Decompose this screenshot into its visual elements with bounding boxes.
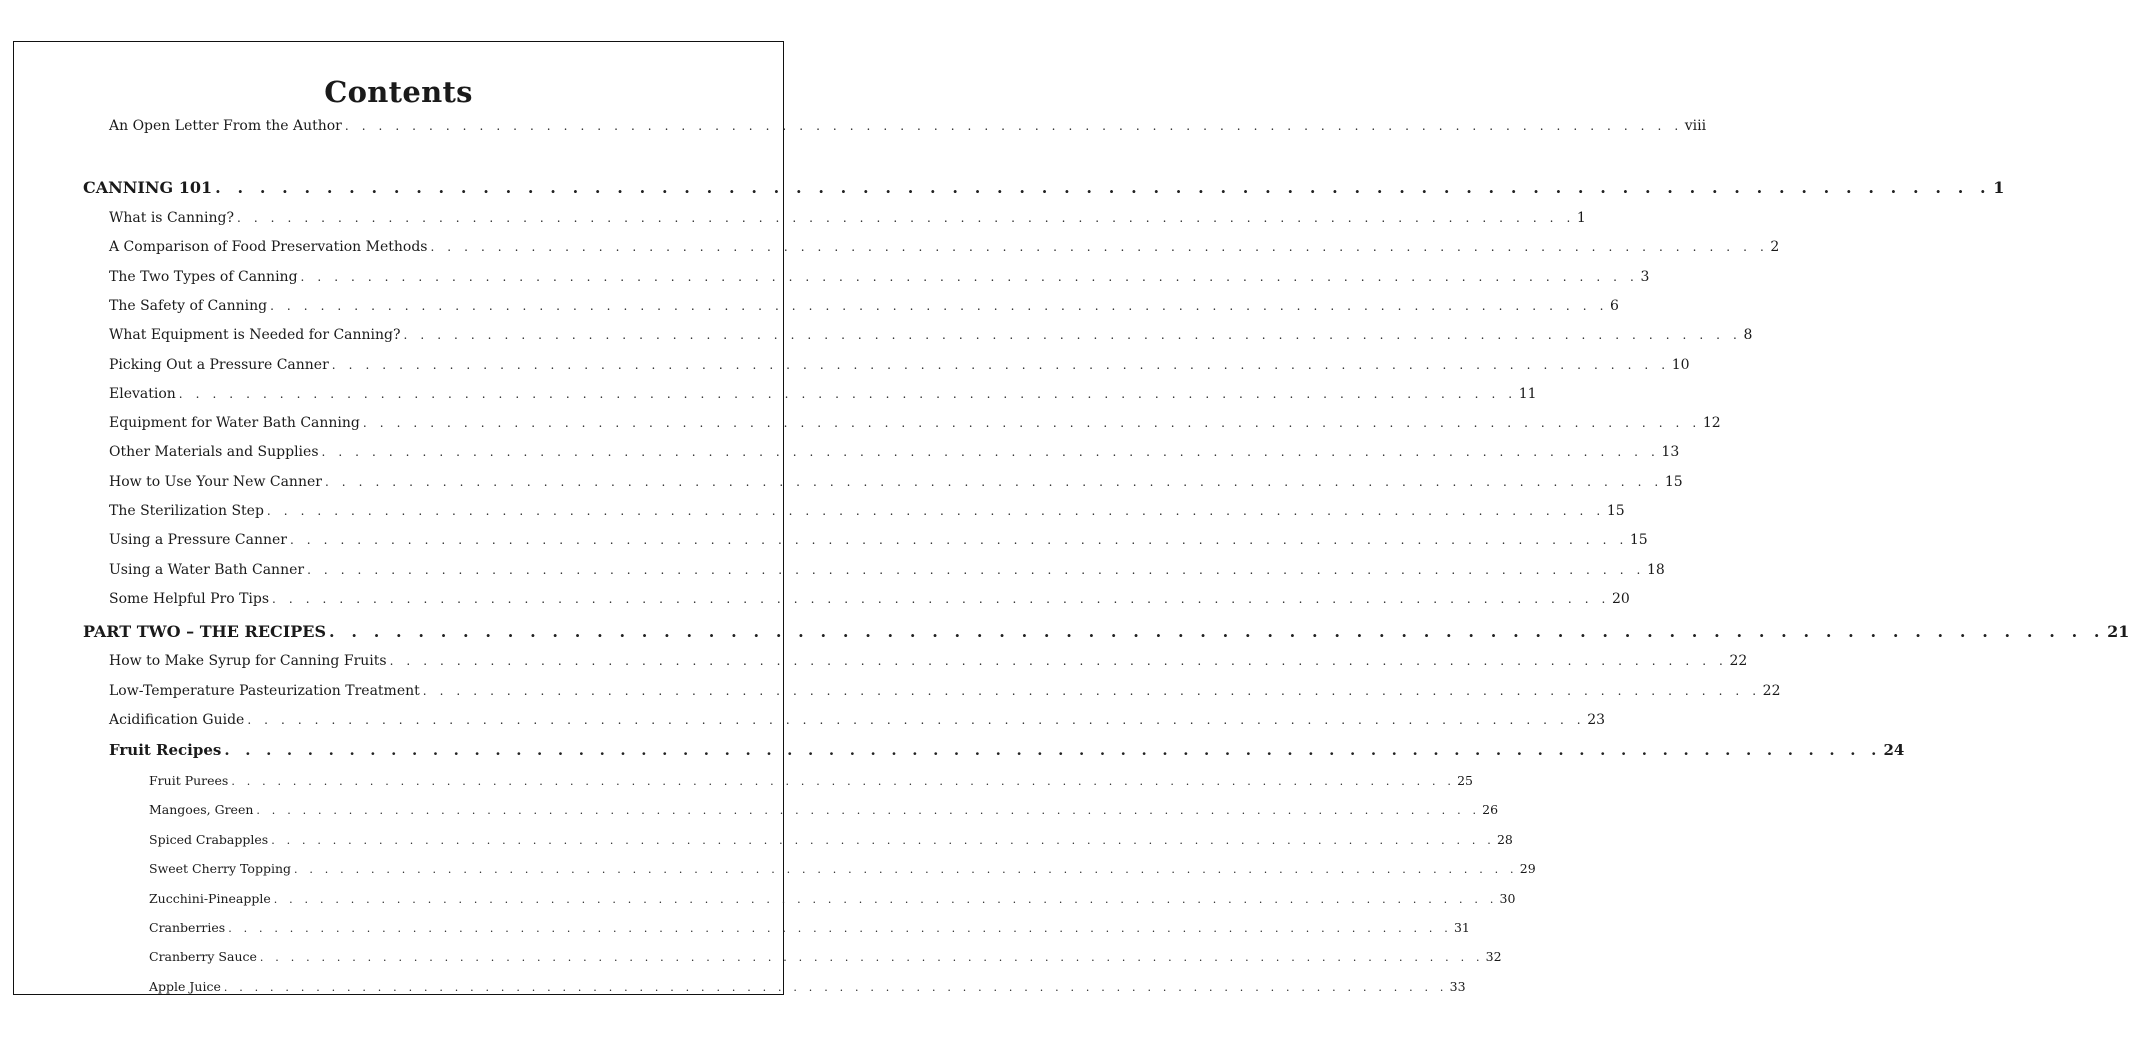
toc-page-number: 15 xyxy=(1664,473,1683,490)
toc-entry-recipe[interactable] xyxy=(149,802,1499,818)
toc-page-number: 29 xyxy=(1519,861,1536,877)
toc-entry[interactable] xyxy=(109,210,1586,226)
toc-page-number: 22 xyxy=(1762,682,1781,699)
toc-page-number: 31 xyxy=(1453,920,1470,935)
toc-entry[interactable] xyxy=(109,297,1619,314)
toc-page-number: 22 xyxy=(1729,653,1748,669)
toc-page-number: 13 xyxy=(1661,444,1680,461)
toc-entry[interactable] xyxy=(109,503,1625,519)
dot-leader: . . . . . . . . . . . . . . . . . . . . . . . . . . . . . . . . . . . . . . . . . . . . . . . . . . . . . . . . . . . . . . . . . . . . . . . . . . . . . . . . xyxy=(272,591,1610,606)
toc-entry[interactable] xyxy=(109,653,1748,669)
toc-page-number: 6 xyxy=(1610,297,1619,314)
toc-entry-title[interactable]: Spiced Crabapples xyxy=(149,832,271,847)
dot-leader: . . . . . . . . . . . . . . . . . . . . . . . . . . . . . . . . . . . . . . . . . . . . . . . . . . . . . . . . . . . . . . . . . . . . . . . . . . . . . . . . xyxy=(271,833,1495,847)
toc-page-number: 12 xyxy=(1702,415,1721,432)
toc-entry-title[interactable]: The Safety of Canning xyxy=(109,298,270,314)
toc-entry[interactable] xyxy=(109,356,1690,373)
toc-entry[interactable] xyxy=(109,682,1781,699)
dot-leader: . . . . . . . . . . . . . . . . . . . . . . . . . . . . . . . . . . . . . . . . . . . . . . . . . . . . . . . . . . . . . . . . . . . . . . . . . . . . . . . . xyxy=(223,980,1448,994)
toc-entry[interactable] xyxy=(109,415,1721,432)
toc-entry[interactable] xyxy=(109,712,1606,728)
dot-leader: . . . . . . . . . . . . . . . . . . . . . . . . . . . . . . . . . . . . . . . . . . . . . . . . . . . . . . . . . . . . . . . . . . . . . . . . . . . . . . . . xyxy=(389,654,1728,668)
toc-page-number: 24 xyxy=(1883,741,1905,759)
toc-entry-title[interactable]: What is Canning? xyxy=(109,210,237,226)
dot-leader: . . . . . . . . . . . . . . . . . . . . . . . . . . . . . . . . . . . . . . . . . . . . . . . . . . . . . . . . . . . . . . . . . . . . . . . . . . . . . . . . xyxy=(422,683,1761,698)
toc-section-header[interactable] xyxy=(83,622,2129,641)
toc-entry-title[interactable]: Some Helpful Pro Tips xyxy=(109,591,272,607)
toc-page-number: 25 xyxy=(1457,773,1474,788)
toc-page-number: 23 xyxy=(1587,712,1606,728)
dot-leader: . . . . . . . . . . . . . . . . . . . . . . . . . . . . . . . . . . . . . . . . . . . . . . . . . . . . . . . . . . . . . . . . . . . . . . . . . . . . . . . . xyxy=(321,445,1660,460)
dot-leader: . . . . . . . . . . . . . . . . . . . . . . . . . . . . . . . . . . . . . . . . . . . . . . . . . . . . . . . . . . . . . . . . . . . . . . . . . . . . . . . . xyxy=(259,951,1484,965)
dot-leader: . . . . . . . . . . . . . . . . . . . . . . . . . . . . . . . . . . . . . . . . . . . . . . . . . . . . . . . . . . . . . . . . . . . . . . . . . . . . . . . . xyxy=(231,775,1456,788)
toc-entry-title[interactable]: Zucchini-Pineapple xyxy=(149,891,274,906)
dot-leader: . . . . . . . . . . . . . . . . . . . . . . . . . . . . . . . . . . . . . . . . . . . . . . . . . . . . . . . . . . . . . . . . . . . . . . . . . . . . . . . . xyxy=(270,298,1608,313)
toc-entry[interactable] xyxy=(109,385,1537,402)
dot-leader: . . . . . . . . . . . . . . . . . . . . . . . . . . . . . . . . . . . . . . . . . . . . . . . . . . . . . . . . . . . . . . . . . . . . . . . . . . . . . . . . xyxy=(324,474,1663,489)
toc-entry-title[interactable]: Mangoes, Green xyxy=(149,802,256,817)
toc-page-number: 15 xyxy=(1606,503,1625,519)
toc-entry-title[interactable]: A Comparison of Food Preservation Methods xyxy=(109,239,430,255)
dot-leader: . . . . . . . . . . . . . . . . . . . . . . . . . . . . . . . . . . . . . . . . . . . . . . . . . . . . . . . . . . . . . . . . . . . . . . . . . . . . . . . . xyxy=(329,622,2106,641)
toc-entry-title[interactable]: Using a Pressure Canner xyxy=(109,532,290,548)
toc-page-number: 30 xyxy=(1499,890,1516,906)
toc-page-number: 1 xyxy=(1576,210,1586,226)
toc-entry-title[interactable]: Low-Temperature Pasteurization Treatment xyxy=(109,683,423,699)
toc-page-number: 2 xyxy=(1770,239,1780,256)
toc-entry-title[interactable]: The Sterilization Step xyxy=(109,503,267,519)
document-page xyxy=(13,41,2129,995)
toc-list xyxy=(14,42,2129,994)
dot-leader: . . . . . . . . . . . . . . . . . . . . . . . . . . . . . . . . . . . . . . . . . . . . . . . . . . . . . . . . . . . . . . . . . . . . . . . . . . . . . . . . xyxy=(294,863,1518,877)
toc-page-number: 10 xyxy=(1671,356,1690,373)
dot-leader: . . . . . . . . . . . . . . . . . . . . . . . . . . . . . . . . . . . . . . . . . . . . . . . . . . . . . . . . . . . . . . . . . . . . . . . . . . . . . . . . xyxy=(403,328,1742,343)
toc-entry-intro[interactable] xyxy=(109,118,1707,134)
toc-entry-title[interactable]: An Open Letter From the Author xyxy=(109,118,345,134)
page-title: Contents xyxy=(324,75,473,109)
toc-section-header[interactable] xyxy=(83,178,2005,197)
toc-entry[interactable] xyxy=(109,561,1665,578)
toc-page-number: 15 xyxy=(1629,532,1648,549)
toc-entry-title[interactable]: Cranberries xyxy=(149,920,228,935)
dot-leader: . . . . . . . . . . . . . . . . . . . . . . . . . . . . . . . . . . . . . . . . . . . . . . . . . . . . . . . . . . . . . . . . . . . . . . . . . . . . . . . . xyxy=(289,533,1628,548)
toc-entry-title[interactable]: The Two Types of Canning xyxy=(109,269,301,285)
toc-page-number: 8 xyxy=(1743,327,1753,344)
toc-page-number: 32 xyxy=(1485,949,1502,965)
dot-leader: . . . . . . . . . . . . . . . . . . . . . . . . . . . . . . . . . . . . . . . . . . . . . . . . . . . . . . . . . . . . . . . . . . . . . . . . . . . . . . . . xyxy=(300,269,1639,284)
toc-entry-recipe[interactable] xyxy=(149,978,1466,994)
toc-subsection-header[interactable] xyxy=(109,741,1905,759)
toc-entry-title[interactable]: Fruit Recipes xyxy=(109,741,224,759)
dot-leader: . . . . . . . . . . . . . . . . . . . . . . . . . . . . . . . . . . . . . . . . . . . . . . . . . . . . . . . . . . . . . . . . . . . . . . . . . . . . . . . . xyxy=(228,922,1452,935)
toc-entry-title[interactable]: Picking Out a Pressure Canner xyxy=(109,357,332,373)
toc-entry-title[interactable]: How to Use Your New Canner xyxy=(109,474,325,490)
toc-entry-recipe[interactable] xyxy=(149,920,1470,935)
dot-leader: . . . . . . . . . . . . . . . . . . . . . . . . . . . . . . . . . . . . . . . . . . . . . . . . . . . . . . . . . . . . . . . . . . . . . . . . . . . . . . . . xyxy=(247,713,1586,727)
toc-entry[interactable] xyxy=(109,268,1650,285)
toc-entry-title[interactable]: Other Materials and Supplies xyxy=(109,444,322,460)
toc-page-number: 28 xyxy=(1496,831,1513,847)
toc-entry-recipe[interactable] xyxy=(149,831,1513,847)
toc-entry-recipe[interactable] xyxy=(149,773,1474,788)
toc-entry[interactable] xyxy=(109,239,1780,256)
toc-page-number: 26 xyxy=(1482,802,1499,818)
toc-entry-recipe[interactable] xyxy=(149,949,1502,965)
toc-page-number: viii xyxy=(1684,118,1707,134)
dot-leader: . . . . . . . . . . . . . . . . . . . . . . . . . . . . . . . . . . . . . . . . . . . . . . . . . . . . . . . . . . . . . . . . . . . . . . . . . . . . . . . . xyxy=(273,892,1498,906)
toc-entry-title[interactable]: PART TWO – THE RECIPES xyxy=(83,622,329,641)
dot-leader: . . . . . . . . . . . . . . . . . . . . . . . . . . . . . . . . . . . . . . . . . . . . . . . . . . . . . . . . . . . . . . . . . . . . . . . . . . . . . . . . xyxy=(430,240,1769,255)
dot-leader: . . . . . . . . . . . . . . . . . . . . . . . . . . . . . . . . . . . . . . . . . . . . . . . . . . . . . . . . . . . . . . . . . . . . . . . . . . . . . . . . xyxy=(362,416,1701,431)
dot-leader: . . . . . . . . . . . . . . . . . . . . . . . . . . . . . . . . . . . . . . . . . . . . . . . . . . . . . . . . . . . . . . . . . . . . . . . . . . . . . . . . xyxy=(256,804,1481,818)
toc-entry-title[interactable]: What Equipment is Needed for Canning? xyxy=(109,327,404,343)
dot-leader: . . . . . . . . . . . . . . . . . . . . . . . . . . . . . . . . . . . . . . . . . . . . . . . . . . . . . . . . . . . . . . . . . . . . . . . . . . . . . . . . xyxy=(178,386,1517,401)
toc-entry[interactable] xyxy=(109,473,1683,490)
dot-leader: . . . . . . . . . . . . . . . . . . . . . . . . . . . . . . . . . . . . . . . . . . . . . . . . . . . . . . . . . . . . . . . . . . . . . . . . . . . . . . . . xyxy=(215,178,1992,197)
toc-page-number: 1 xyxy=(1993,178,2005,197)
toc-entry[interactable] xyxy=(109,532,1648,549)
dot-leader: . . . . . . . . . . . . . . . . . . . . . . . . . . . . . . . . . . . . . . . . . . . . . . . . . . . . . . . . . . . . . . . . . . . . . . . . . . . . . . . . xyxy=(307,562,1645,577)
toc-entry-title[interactable]: Using a Water Bath Canner xyxy=(109,562,307,578)
toc-entry[interactable] xyxy=(109,327,1753,344)
dot-leader: . . . . . . . . . . . . . . . . . . . . . . . . . . . . . . . . . . . . . . . . . . . . . . . . . . . . . . . . . . . . . . . . . . . . . . . . . . . . . . . . xyxy=(266,504,1605,518)
toc-entry[interactable] xyxy=(109,590,1630,607)
dot-leader: . . . . . . . . . . . . . . . . . . . . . . . . . . . . . . . . . . . . . . . . . . . . . . . . . . . . . . . . . . . . . . . . . . . . . . . . . . . . . . . . xyxy=(237,211,1575,225)
dot-leader: . . . . . . . . . . . . . . . . . . . . . . . . . . . . . . . . . . . . . . . . . . . . . . . . . . . . . . . . . . . . . . . . . . . . . . . . . . . . . . . . xyxy=(331,357,1670,372)
toc-page-number: 11 xyxy=(1518,385,1537,402)
toc-entry-title[interactable]: Sweet Cherry Topping xyxy=(149,861,294,876)
toc-entry-title[interactable]: CANNING 101 xyxy=(83,178,215,197)
toc-entry-title[interactable]: Fruit Purees xyxy=(149,773,231,788)
toc-entry-recipe[interactable] xyxy=(149,861,1536,877)
toc-entry-title[interactable]: Cranberry Sauce xyxy=(149,949,260,964)
toc-entry-title[interactable]: How to Make Syrup for Canning Fruits xyxy=(109,653,390,669)
toc-page-number: 18 xyxy=(1646,561,1665,578)
toc-entry[interactable] xyxy=(109,444,1680,461)
toc-page-number: 20 xyxy=(1611,590,1630,607)
toc-entry-recipe[interactable] xyxy=(149,890,1516,906)
toc-entry-title[interactable]: Apple Juice xyxy=(149,979,224,994)
toc-page-number: 3 xyxy=(1640,268,1650,285)
toc-entry-title[interactable]: Equipment for Water Bath Canning xyxy=(109,415,363,431)
dot-leader: . . . . . . . . . . . . . . . . . . . . . . . . . . . . . . . . . . . . . . . . . . . . . . . . . . . . . . . . . . . . . . . . . . . . . . . . . . . . . . . . xyxy=(224,741,1882,759)
dot-leader: . . . . . . . . . . . . . . . . . . . . . . . . . . . . . . . . . . . . . . . . . . . . . . . . . . . . . . . . . . . . . . . . . . . . . . . . . . . . . . . . xyxy=(344,119,1683,133)
toc-page-number: 21 xyxy=(2107,622,2129,641)
toc-entry-title[interactable]: Acidification Guide xyxy=(109,712,247,728)
toc-entry-title[interactable]: Elevation xyxy=(109,386,179,402)
toc-page-number: 33 xyxy=(1449,978,1466,994)
